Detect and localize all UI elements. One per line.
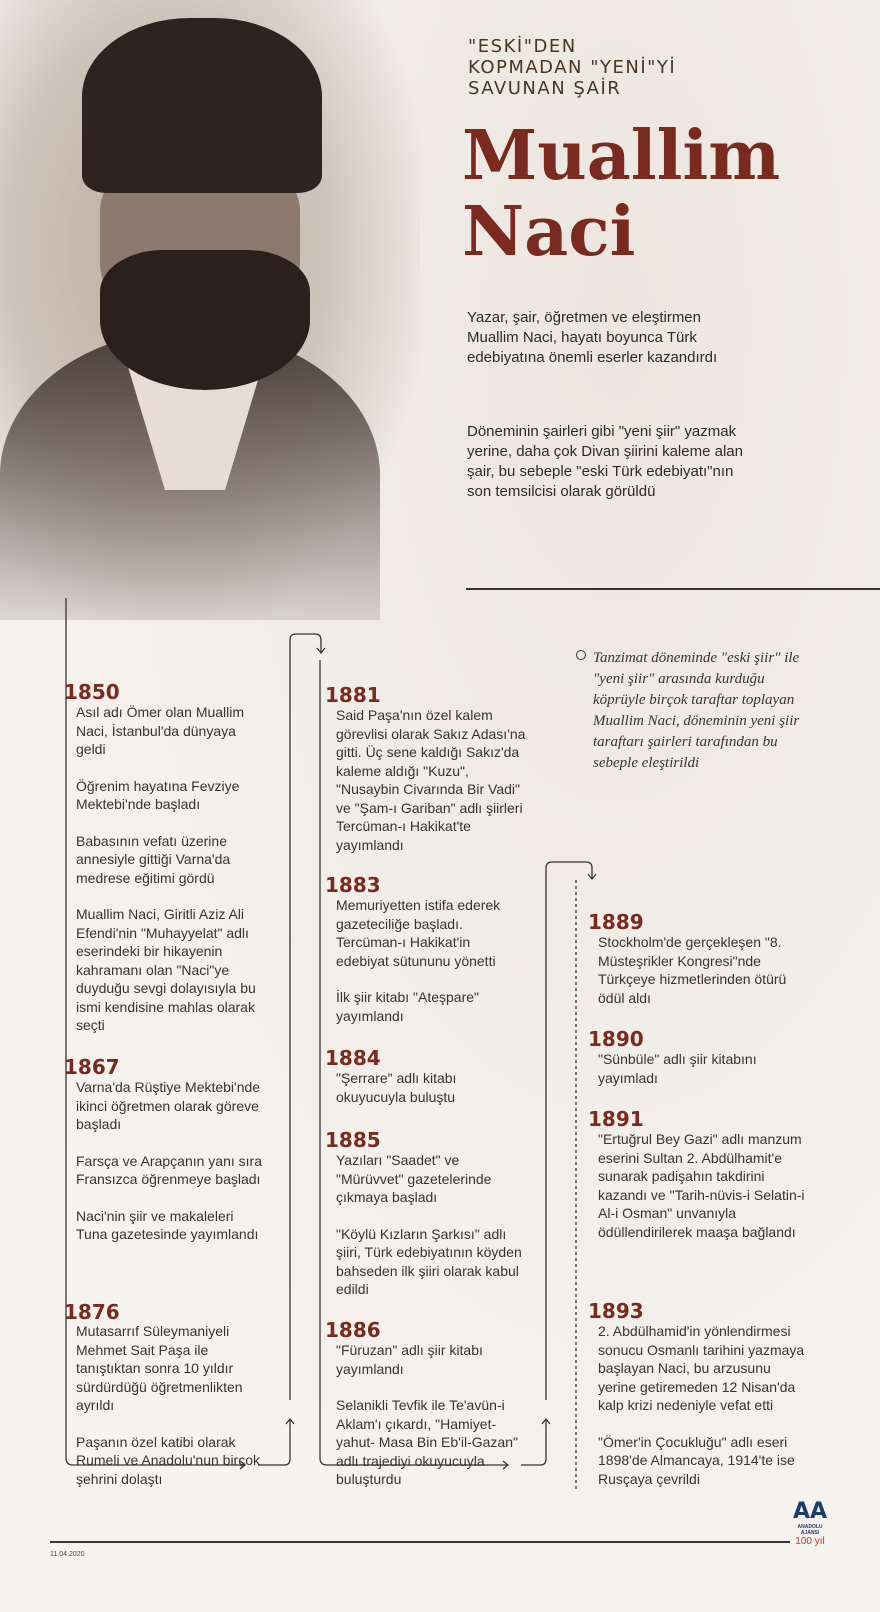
year-1850: 1850: [64, 680, 120, 704]
event: Babasının vefatı üzerine annesiyle gittiği Varna'da medrese eğitimi gördü: [76, 832, 231, 886]
logo-mark: AA: [792, 1499, 828, 1524]
logo-name: ANADOLU AJANSI: [797, 1524, 823, 1536]
year-1876-events: [76, 1322, 272, 1506]
year-1876: 1876: [64, 1300, 120, 1324]
event: Varna'da Rüştiye Mektebi'nde ikinci öğretmen olarak göreve başladı: [76, 1079, 261, 1132]
year-1850-events: [76, 703, 266, 1053]
kicker-line: KOPMADAN "YENİ"Yİ: [468, 57, 677, 78]
footer-rule: [50, 1541, 790, 1543]
year-1885: 1885: [325, 1128, 381, 1152]
event: Stockholm'de gerçekleşen "8. Müsteşrikler Kongresi"nde Türkçeye hizmetlerinden ötürü ödül aldı: [598, 934, 787, 1006]
anniversary-mark: 100 yıl: [795, 1536, 825, 1547]
event: Öğrenim hayatına Fevziye Mektebi'nde başladı: [76, 777, 240, 812]
year-1889: 1889: [588, 910, 644, 934]
event: Said Paşa'nın özel kalem görevlisi olarak Sakız Adası'na gitti. Üç sene kaldığı Sakız'da kaleme aldığı "Kuzu", "Nusaybin Civarında Bir Vadi" ve "Şam-ı Gariban" adlı şiirleri Tercüman-ı Hakikat'te yayımlandı: [336, 707, 526, 853]
event: Paşanın özel katibi olarak Rumeli ve Anadolu'nun birçok şehrini dolaştı: [76, 1433, 261, 1487]
title-line: Muallim: [462, 116, 781, 196]
year-1883: 1883: [325, 873, 381, 897]
year-1883-events: [336, 896, 526, 1043]
title-line: Naci: [462, 192, 636, 272]
quote-text: Tanzimat döneminde "eski şiir" ile "yeni şiir" arasında kurduğu köprüyle birçok taraftar toplayan Muallim Naci, döneminin yeni şiir taraftarı şairleri tarafından bu sebeple eleştirildi: [593, 650, 800, 771]
event: "Köylü Kızların Şarkısı" adlı şiiri, Türk edebiyatının köyden bahseden ilk şiiri olarak kabul edildi: [336, 1225, 522, 1297]
year-1890: 1890: [588, 1027, 644, 1051]
event: Farsça ve Arapçanın yanı sıra Fransızca öğrenmeye başladı: [76, 1152, 262, 1187]
event: Selanikli Tevfik ile Te'avün-i Aklam'ı çıkardı, "Hamiyet-yahut- Masa Bin Eb'il-Gazan" adlı trajediyi okuyucuyla buluşturdu: [336, 1397, 518, 1487]
year-1891-events: [598, 1130, 808, 1259]
event: "Füruzan" adlı şiir kitabı yayımlandı: [336, 1342, 483, 1377]
year-1886-events: [336, 1341, 526, 1507]
event: "Ertuğrul Bey Gazi" adlı manzum eserini Sultan 2. Abdülhamit'e sunarak padişahın takdirini kazandı ve "Tarih-nüvis-i Selatin-i Al-i Osman" unvanıyla ödüllendirilerek maaşa bağlandı: [598, 1131, 805, 1240]
event: "Sünbüle" adlı şiir kitabını yayımladı: [598, 1051, 757, 1086]
year-1893: 1893: [588, 1299, 644, 1323]
year-1881-events: [336, 706, 526, 872]
year-1891: 1891: [588, 1107, 644, 1131]
year-1884: 1884: [325, 1046, 381, 1070]
intro-paragraph-2: Döneminin şairleri gibi "yeni şiir" yazmak yerine, daha çok Divan şiirini kaleme alan şair, bu sebeple "eski Türk edebiyatı"nın son temsilcisi olarak görüldü: [467, 423, 743, 500]
year-1885-events: [336, 1151, 526, 1317]
quote-bullet-icon: [576, 650, 586, 660]
year-1893-events: [598, 1322, 808, 1506]
event: 2. Abdülhamid'in yönlendirmesi sonucu Osmanlı tarihini yazmaya başlayan Naci, bu arzusunu yerine getiremeden 12 Nisan'da kalp krizi nedeniyle vefat etti: [598, 1323, 805, 1413]
event: "Ömer'in Çocukluğu" adlı eseri 1898'de Almancaya, 1914'te ise Rusçaya çevrildi: [598, 1433, 795, 1487]
publish-date: 11.04.2020: [50, 1551, 85, 1558]
kicker-line: SAVUNAN ŞAİR: [468, 78, 622, 99]
year-1889-events: [598, 933, 808, 1025]
event: "Şerrare" adlı kitabı okuyucuyla buluştu: [336, 1070, 457, 1105]
event: Naci'nin şiir ve makaleleri Tuna gazetesinde yayımlandı: [76, 1207, 259, 1242]
kicker-line: "ESKİ"DEN: [468, 36, 577, 57]
event: Muallim Naci, Giritli Aziz Ali Efendi'nin "Muhayyelat" adlı eserindeki bir hikayenin kahramanı olan "Naci"ye duyduğu sevgi dolayısıyla bu ismi kendisine mahlas olarak seçti: [76, 906, 256, 1033]
year-1867: 1867: [64, 1055, 120, 1079]
year-1881: 1881: [325, 683, 381, 707]
event: Mutasarrıf Süleymaniyeli Mehmet Sait Paşa ile tanıştıktan sonra 10 yıldır sürdürdüğü öğretmenlikten ayrıldı: [76, 1323, 243, 1413]
year-1867-events: [76, 1078, 266, 1262]
event: İlk şiir kitabı "Ateşpare" yayımlandı: [336, 989, 479, 1024]
year-1884-events: [336, 1069, 526, 1124]
event: Yazıları "Saadet" ve "Mürüvvet" gazetelerinde çıkmaya başladı: [336, 1152, 492, 1205]
anadolu-ajansi-logo: [788, 1499, 832, 1547]
event: Asıl adı Ömer olan Muallim Naci, İstanbul'da dünyaya geldi: [76, 704, 245, 757]
event: Memuriyetten istifa ederek gazeteciliğe başladı. Tercüman-ı Hakikat'in edebiyat sütununu yönetti: [336, 897, 501, 969]
intro-paragraph-1: Yazar, şair, öğretmen ve eleştirmen Muallim Naci, hayatı boyunca Türk edebiyatına önemli eserler kazandırdı: [467, 309, 718, 366]
year-1886: 1886: [325, 1318, 381, 1342]
year-1890-events: [598, 1050, 808, 1105]
